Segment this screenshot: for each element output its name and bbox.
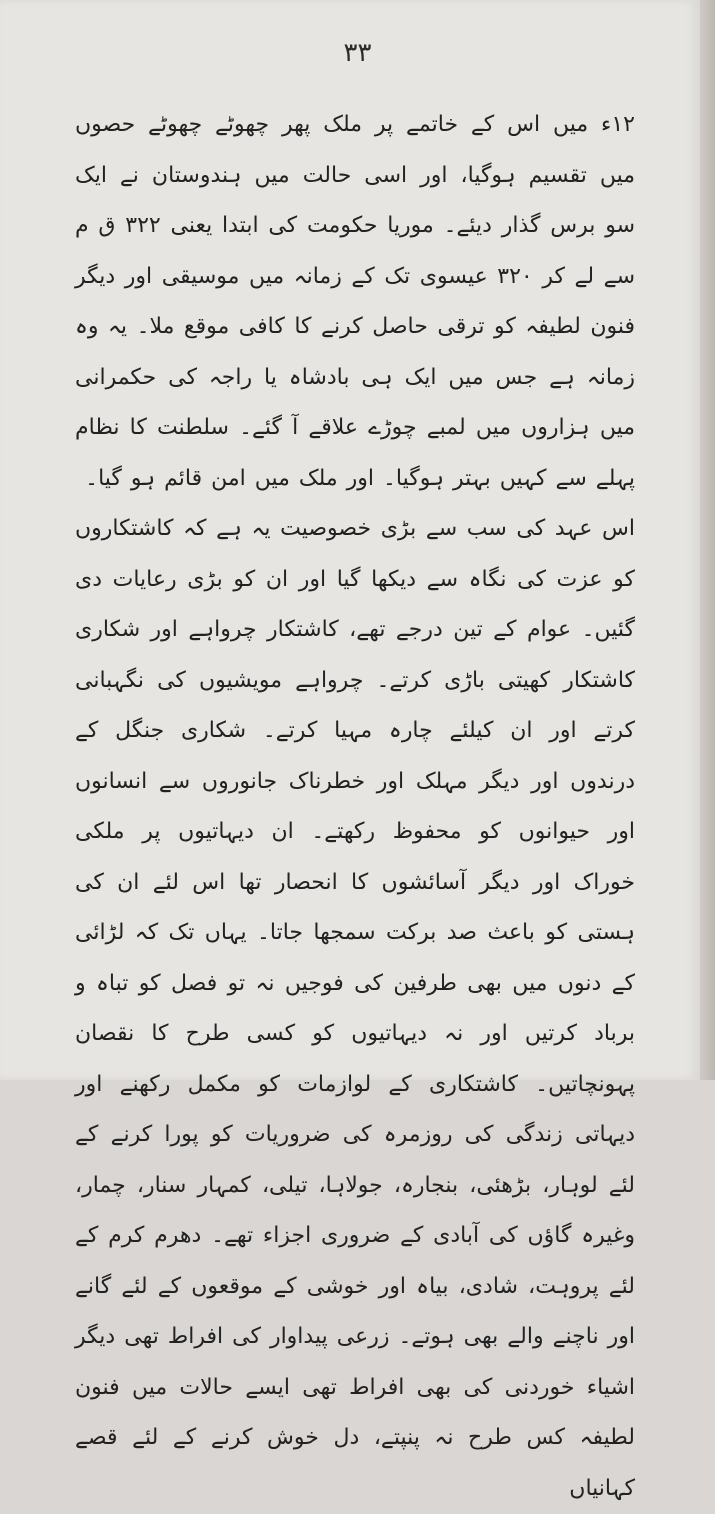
- page-body: [75, 100, 635, 1514]
- page-edge: [700, 0, 715, 1080]
- paragraph-1: ۱۲ء میں اس کے خاتمے پر ملک پھر چھوٹے چھوٹے حصوں میں تقسیم ہوگیا، اور اسی حالت میں ہندوستان نے ایک سو برس گذار دیئے۔ موریا حکومت کی ابتدا یعنی ۳۲۲ ق م سے لے کر ۳۲۰ عیسوی تک کے زمانہ میں موسیقی اور دیگر فنون لطیفہ کو ترقی حاصل کرنے کا کافی موقع ملا۔ یہ وہ زمانہ ہے جس میں ایک ہی بادشاہ یا راجہ کی حکمرانی میں ہزاروں میں لمبے چوڑے علاقے آ گئے۔ سلطنت کا نظام پہلے سے کہیں بہتر ہوگیا۔ اور ملک میں امن قائم ہو گیا۔: [75, 112, 636, 491]
- page-number: ۳۳: [343, 38, 372, 68]
- paragraph-2: اس عہد کی سب سے بڑی خصوصیت یہ ہے کہ کاشتکاروں کو عزت کی نگاہ سے دیکھا گیا اور ان کو بڑی رعایات دی گئیں۔ عوام کے تین درجے تھے، کاشتکار چرواہے اور شکاری کاشتکار کھیتی باڑی کرتے۔ چرواہے مویشیوں کی نگہبانی کرتے اور ان کیلئے چارہ مہیا کرتے۔ شکاری جنگل کے درندوں اور دیگر مہلک اور خطرناک جانوروں سے انسانوں اور حیوانوں کو محفوظ رکھتے۔ ان دیہاتیوں پر ملکی خوراک اور دیگر آسائشوں کا انحصار تھا اس لئے ان کی ہستی کو باعث صد برکت سمجھا جاتا۔ یہاں تک کہ لڑائی کے دنوں میں بھی طرفین کی فوجیں نہ تو فصل کو تباہ و برباد کرتیں اور نہ دیہاتیوں کو کسی طرح کا نقصان پہونچاتیں۔ کاشتکاری کے لوازمات کو مکمل رکھنے اور دیہاتی زندگی کی روزمرہ کی ضروریات کو پورا کرنے کے لئے لوہار، بڑھئی، بنجارہ، جولاہا، تیلی، کمہار سنار، چمار، وغیرہ گاؤں کی آبادی کے ضروری اجزاء تھے۔ دھرم کرم کے لئے پروہت، شادی، بیاہ اور خوشی کے موقعوں کے لئے گانے اور ناچنے والے بھی ہوتے۔ زرعی پیداوار کی افراط تھی دیگر اشیاء خوردنی کی بھی افراط تھی ایسے حالات میں فنون لطیفہ کس طرح نہ پنپتے، دل خوش کرنے کے لئے قصے کہانیاں: [75, 516, 635, 1501]
